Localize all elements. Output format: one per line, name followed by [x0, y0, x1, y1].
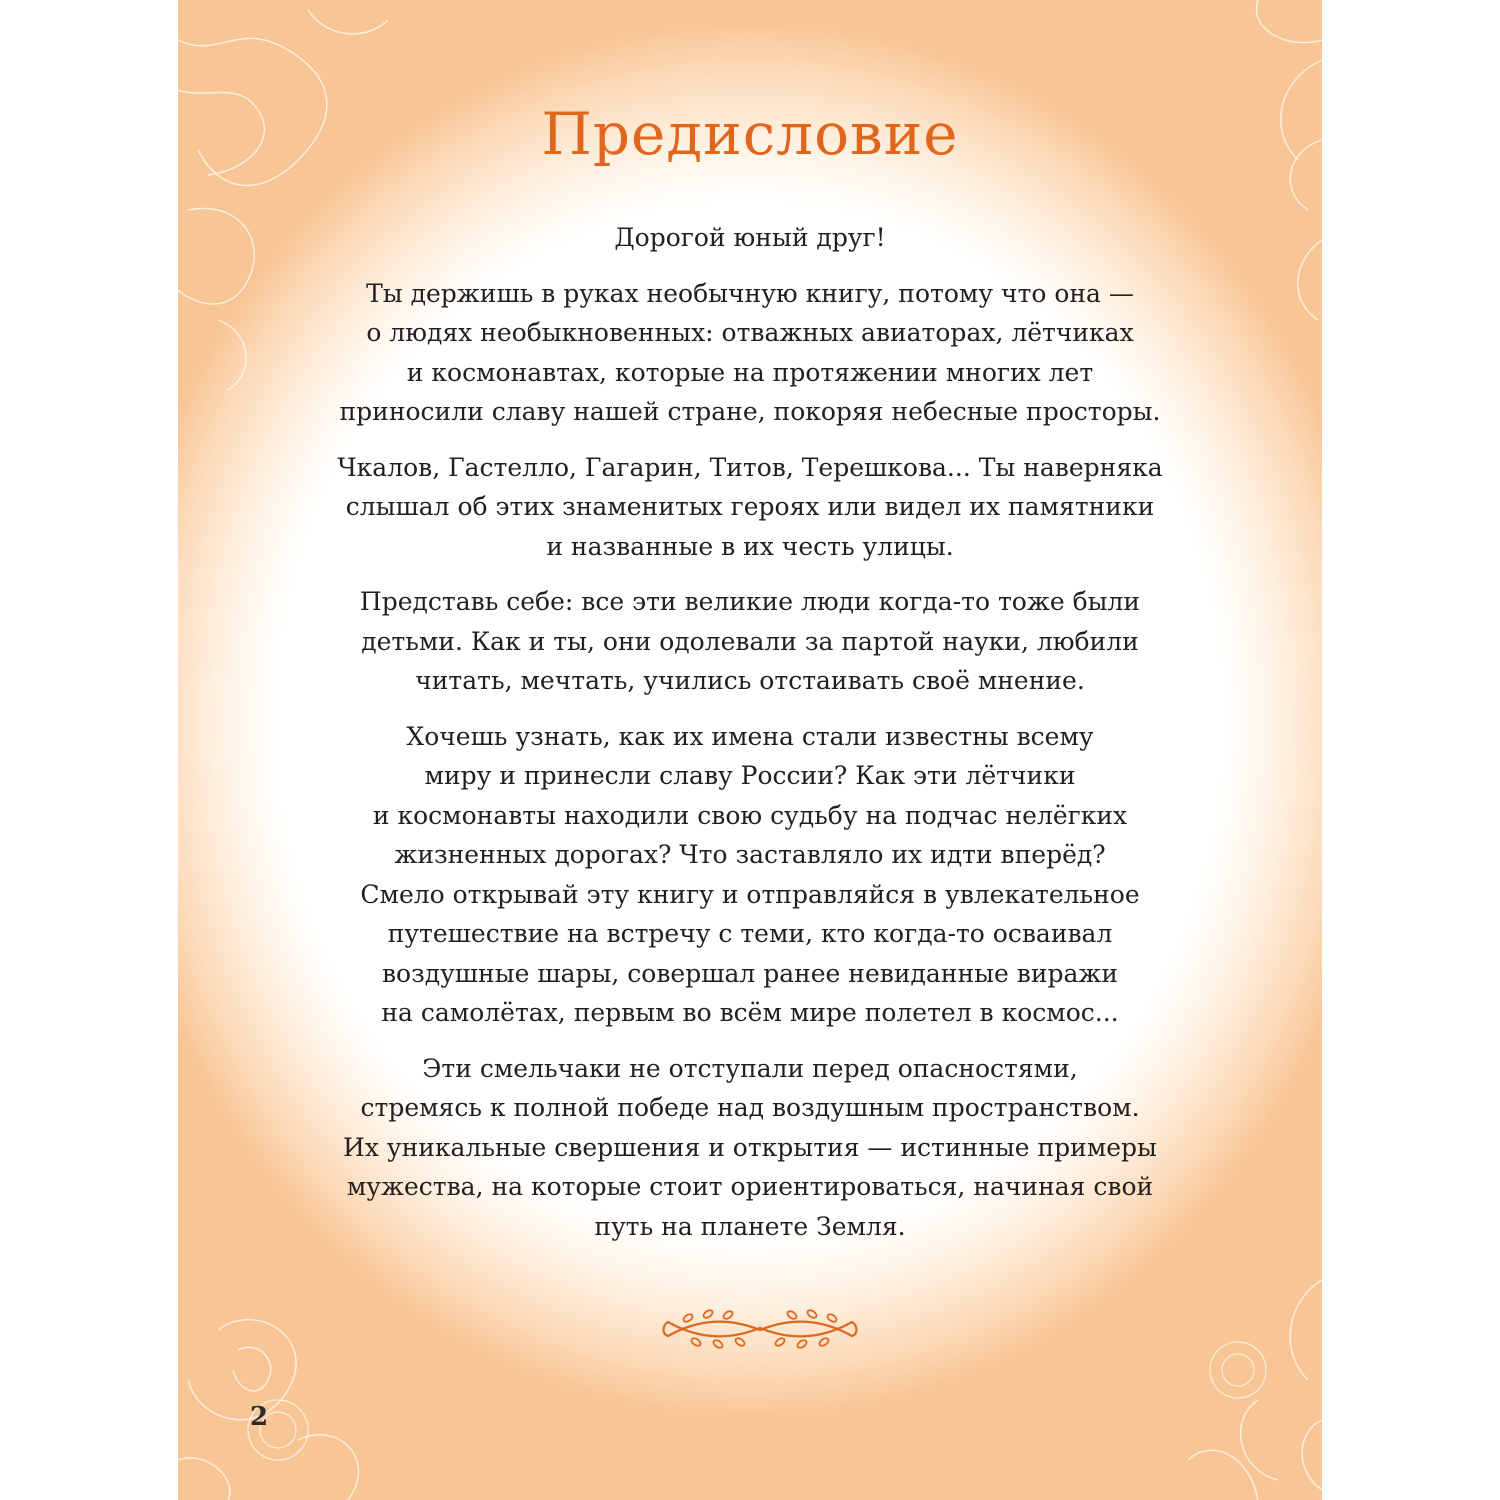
text-line: и космонавтах, которые на протяжении многих лет: [406, 357, 1094, 387]
text-line: детьми. Как и ты, они одолевали за партой науки, любили: [361, 626, 1139, 656]
page-title: Предисловие: [541, 100, 959, 168]
text-line: Смело открывай эту книгу и отправляйся в увлекательное: [360, 879, 1140, 909]
text-line: о людях необыкновенных: отважных авиаторах, лётчиках: [366, 318, 1134, 347]
paragraph: [258, 717, 1242, 1033]
text-line: читать, мечтать, учились отстаивать своё мнение.: [415, 666, 1085, 695]
text-line: Представь себе: все эти великие люди когда-то тоже были: [359, 587, 1141, 616]
preface-text: [258, 218, 1242, 1262]
text-line: миру и принесли славу России? Как эти лётчики: [424, 761, 1076, 790]
text-line: Хочешь узнать, как их имена стали известны всему: [406, 721, 1094, 751]
text-line: Дорогой юный друг!: [614, 223, 886, 252]
text-line: путь на планете Земля.: [594, 1211, 906, 1241]
paragraph: [258, 274, 1242, 432]
text-line: Их уникальные свершения и открытия — истинные примеры: [343, 1132, 1157, 1162]
text-line: жизненных дорогах? Что заставляло их идти вперёд?: [394, 840, 1106, 869]
text-line: Эти смельчаки не отступали перед опасностями,: [422, 1053, 1078, 1083]
text-line: слышал об этих знаменитых героях или видел их памятники: [345, 492, 1155, 521]
text-line: и названные в их честь улицы.: [546, 531, 954, 561]
text-line: Ты держишь в руках необычную книгу, потому что она —: [366, 278, 1134, 308]
vine-ornament-icon: [660, 1300, 860, 1350]
book-page: [178, 0, 1322, 1500]
text-line: Чкалов, Гастелло, Гагарин, Титов, Терешкова... Ты наверняка: [337, 452, 1163, 482]
text-line: путешествие на встречу с теми, кто когда-то осваивал: [387, 919, 1113, 948]
paragraph: [258, 582, 1242, 701]
text-line: на самолётах, первым во всём мире полетел в космос...: [381, 998, 1119, 1027]
page-number: 2: [250, 1402, 269, 1432]
text-line: приносили славу нашей стране, покоряя небесные просторы.: [339, 397, 1161, 426]
text-line: и космонавты находили свою судьбу на подчас нелёгких: [372, 800, 1128, 830]
paragraph: [258, 448, 1242, 567]
paragraph: [258, 1049, 1242, 1247]
text-line: воздушные шары, совершал ранее невиданные виражи: [381, 958, 1119, 988]
text-line: стремясь к полной победе над воздушным пространством.: [360, 1093, 1140, 1122]
paragraph: [258, 218, 1242, 258]
text-line: мужества, на которые стоит ориентироваться, начиная свой: [346, 1172, 1154, 1201]
